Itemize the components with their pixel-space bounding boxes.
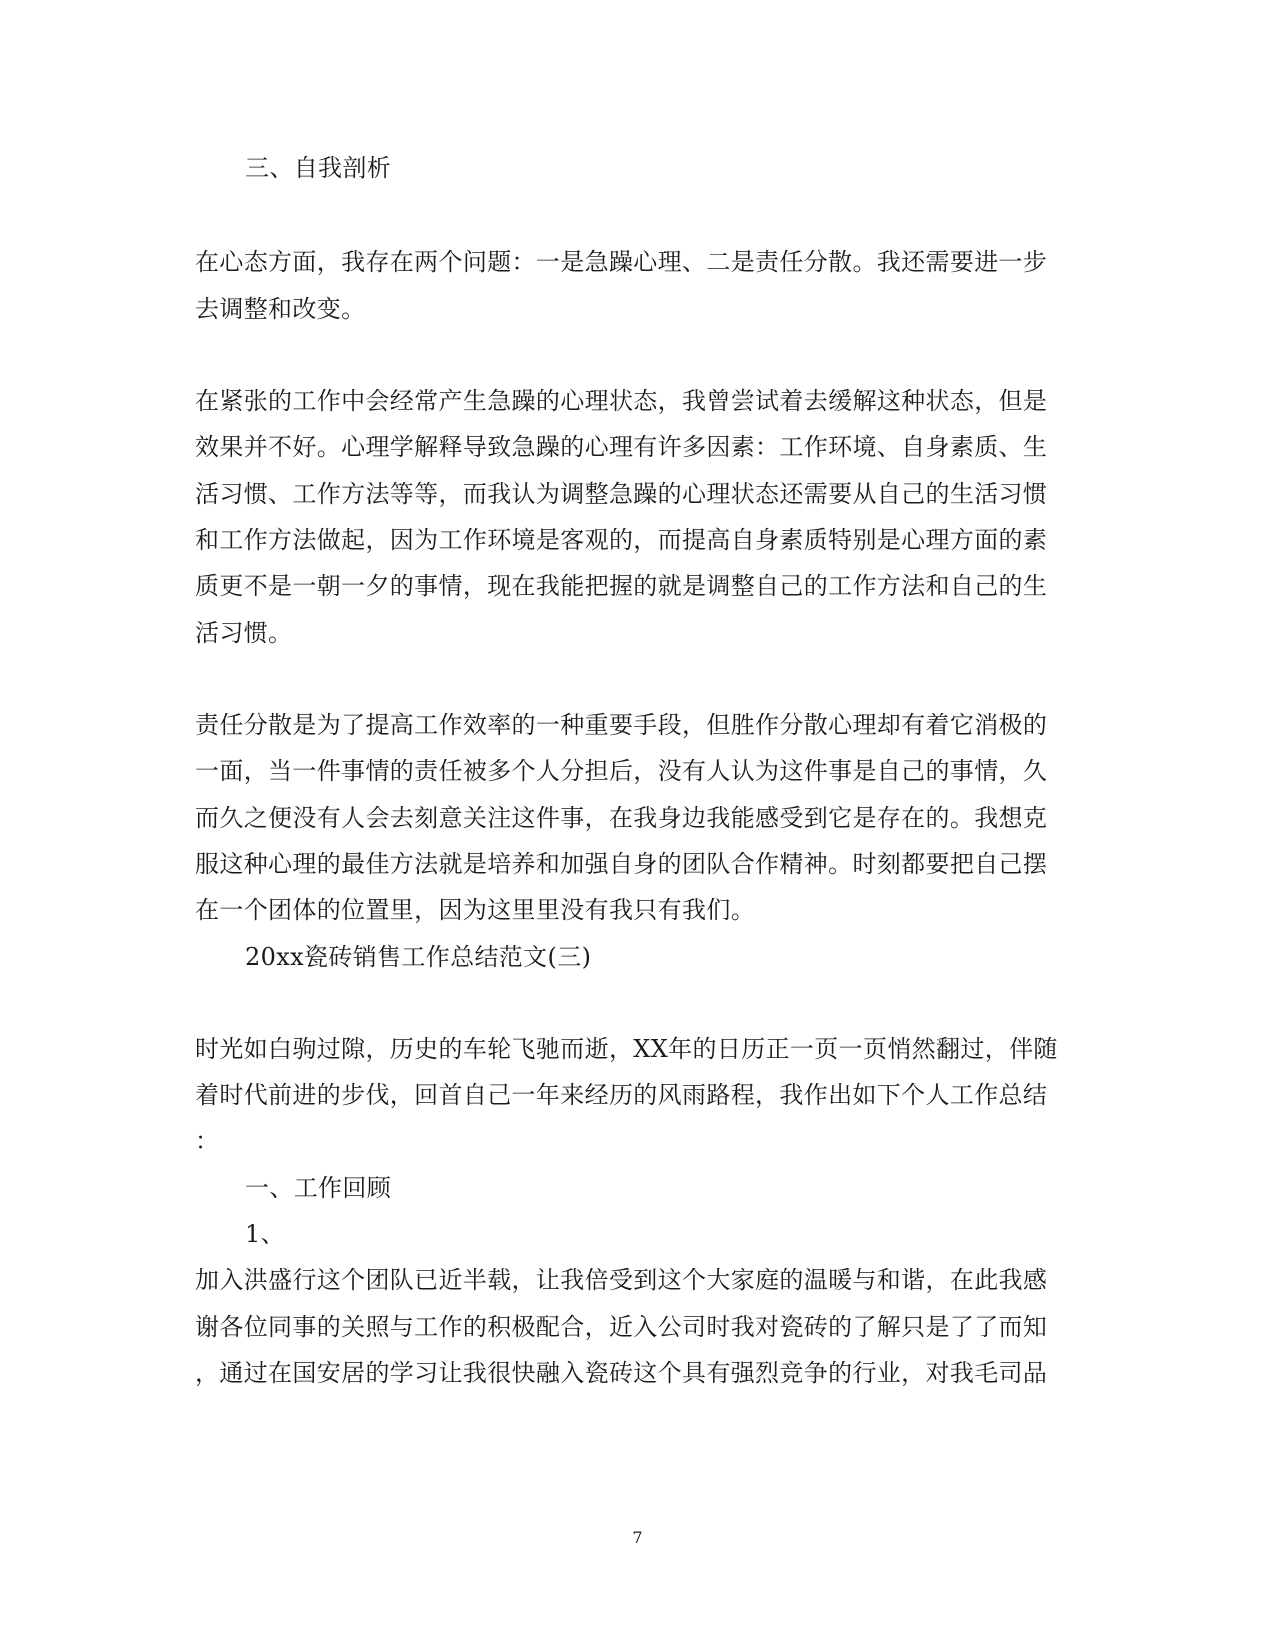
paragraph-line: 质更不是一朝一夕的事情，现在我能把握的就是调整自己的工作方法和自己的生 <box>195 572 1048 600</box>
list-item-number: 1、 <box>245 1220 285 1248</box>
paragraph-line: 在一个团体的位置里，因为这里里没有我只有我们。 <box>195 896 756 924</box>
article-title: 20xx瓷砖销售工作总结范文(三) <box>245 943 592 971</box>
paragraph-line: 着时代前进的步伐，回首自己一年来经历的风雨路程，我作出如下个人工作总结 <box>195 1081 1048 1109</box>
paragraph-line: ，通过在国安居的学习让我很快融入瓷砖这个具有强烈竞争的行业，对我毛司品 <box>195 1359 1048 1387</box>
paragraph-line: 和工作方法做起，因为工作环境是客观的，而提高自身素质特别是心理方面的素 <box>195 526 1048 554</box>
paragraph-line: 活习惯、工作方法等等，而我认为调整急躁的心理状态还需要从自己的生活习惯 <box>195 480 1048 508</box>
paragraph-line: 而久之便没有人会去刻意关注这件事，在我身边我能感受到它是存在的。我想克 <box>195 804 1048 832</box>
paragraph-line: 在紧张的工作中会经常产生急躁的心理状态，我曾尝试着去缓解这种状态，但是 <box>195 387 1048 415</box>
paragraph-line: 加入洪盛行这个团队已近半载，让我倍受到这个大家庭的温暖与和谐，在此我感 <box>195 1266 1048 1294</box>
paragraph-line: 服这种心理的最佳方法就是培养和加强自身的团队合作精神。时刻都要把自己摆 <box>195 850 1048 878</box>
paragraph-line: 在心态方面，我存在两个问题：一是急躁心理、二是责任分散。我还需要进一步 <box>195 248 1048 276</box>
section-heading-work-review: 一、工作回顾 <box>245 1174 392 1202</box>
paragraph-line: ： <box>195 1127 220 1155</box>
paragraph-line: 去调整和改变。 <box>195 295 366 323</box>
paragraph-line: 责任分散是为了提高工作效率的一种重要手段，但胜作分散心理却有着它消极的 <box>195 711 1048 739</box>
paragraph-line: 谢各位同事的关照与工作的积极配合，近入公司时我对瓷砖的了解只是了了而知 <box>195 1313 1048 1341</box>
section-heading-self-analysis: 三、自我剖析 <box>245 154 392 182</box>
paragraph-line: 一面，当一件事情的责任被多个人分担后，没有人认为这件事是自己的事情，久 <box>195 757 1048 785</box>
paragraph-line: 时光如白驹过隙，历史的车轮飞驰而逝，XX年的日历正一页一页悄然翻过，伴随 <box>195 1035 1058 1063</box>
paragraph-line: 活习惯。 <box>195 619 293 647</box>
paragraph-line: 效果并不好。心理学解释导致急躁的心理有许多因素：工作环境、自身素质、生 <box>195 433 1048 461</box>
page-number: 7 <box>632 1528 643 1547</box>
